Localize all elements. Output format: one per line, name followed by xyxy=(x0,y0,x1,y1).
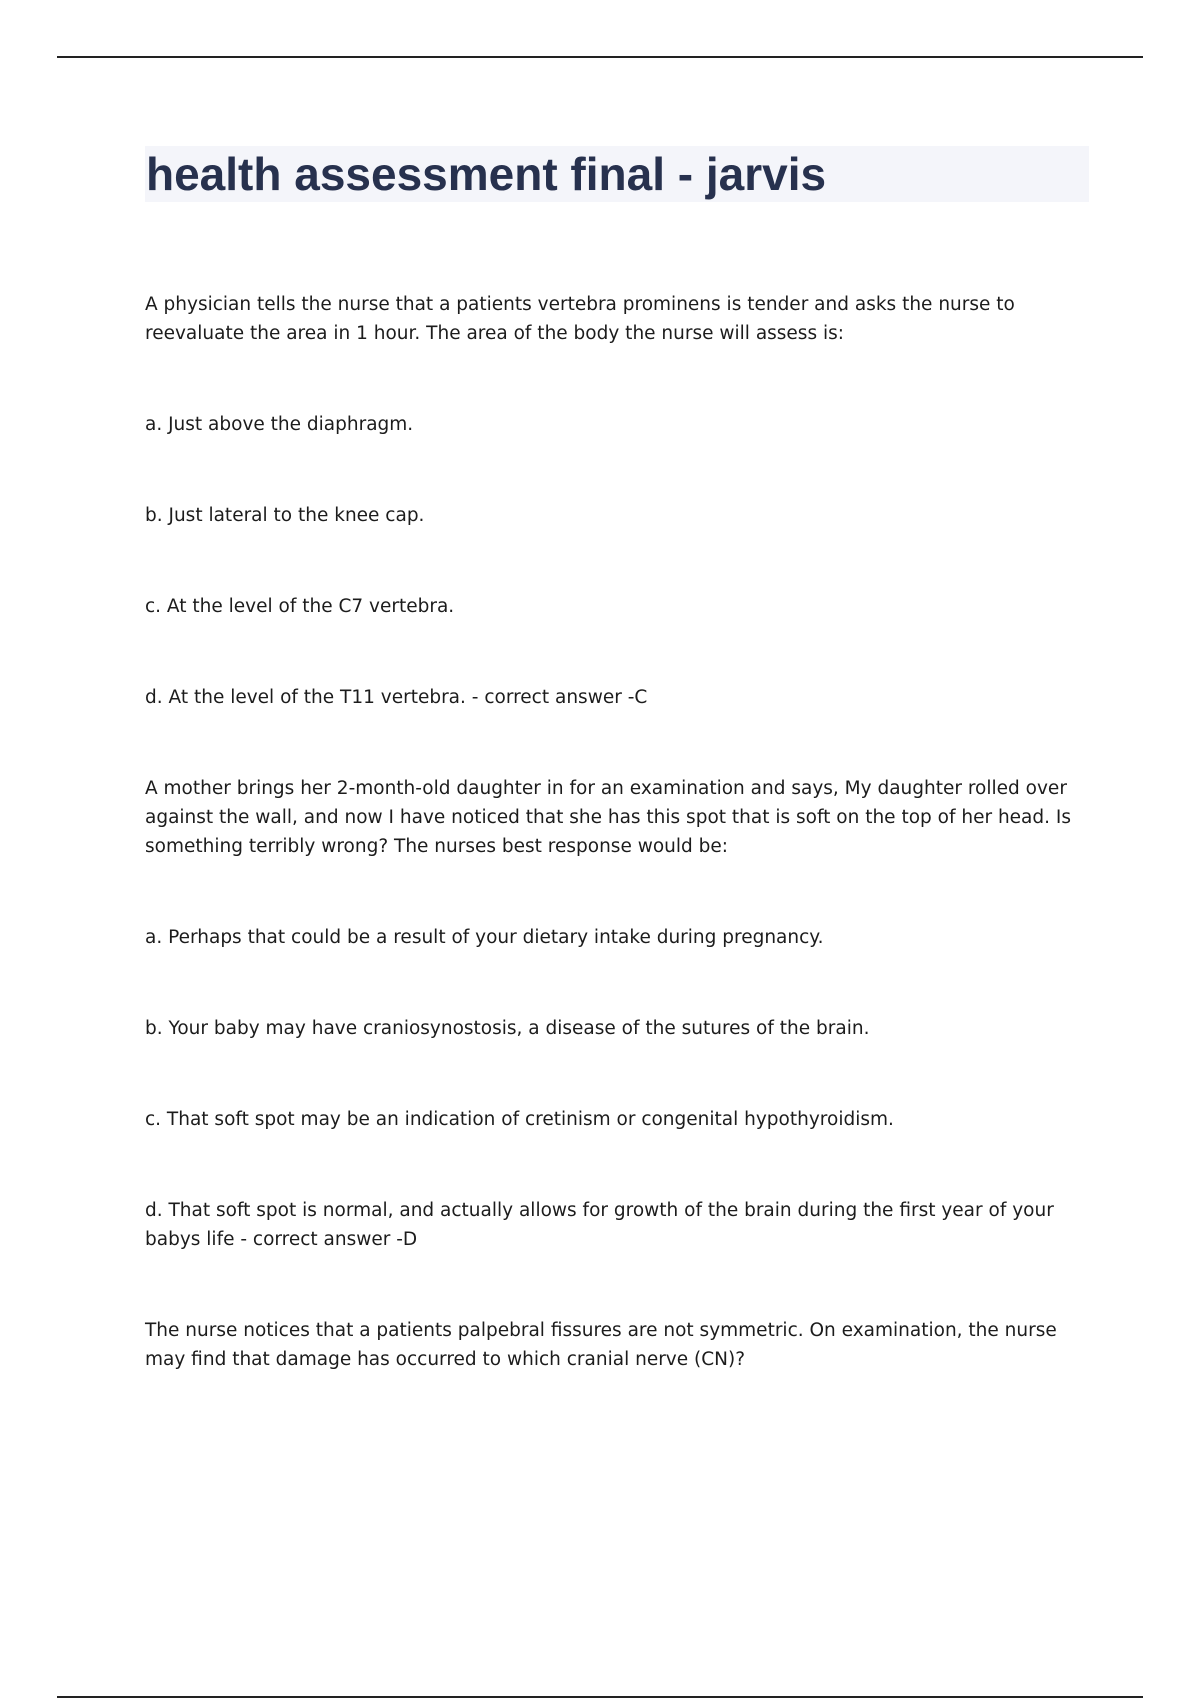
bottom-divider xyxy=(57,1696,1143,1698)
question-2-option-c: c. That soft spot may be an indication of cretinism or congenital hypothyroidism. xyxy=(145,1109,894,1130)
question-1-option-c: c. At the level of the C7 vertebra. xyxy=(145,596,455,617)
question-1-option-b: b. Just lateral to the knee cap. xyxy=(145,505,425,526)
question-2-option-a: a. Perhaps that could be a result of your dietary intake during pregnancy. xyxy=(145,927,824,948)
question-2-stem: A mother brings her 2-month-old daughter in for an examination and says, My daughter rolled over against the wall, and now I have noticed that she has this spot that is soft on the top of her head. Is something terribly wrong? The nurses best response would be: xyxy=(145,778,1071,857)
question-1-stem: A physician tells the nurse that a patients vertebra prominens is tender and asks the nurse to reevaluate the area in 1 hour. The area of the body the nurse will assess is: xyxy=(145,294,1015,344)
question-2-option-d: d. That soft spot is normal, and actually allows for growth of the brain during the first year of your babys life - correct answer -D xyxy=(145,1200,1054,1250)
question-3-stem: The nurse notices that a patients palpebral fissures are not symmetric. On examination, the nurse may find that damage has occurred to which cranial nerve (CN)? xyxy=(145,1320,1057,1370)
document-title: health assessment final - jarvis xyxy=(146,148,827,200)
document-body xyxy=(145,290,1085,1374)
question-1-option-d: d. At the level of the T11 vertebra. - correct answer -C xyxy=(145,687,648,708)
top-divider xyxy=(57,56,1143,58)
question-2-option-b: b. Your baby may have craniosynostosis, a disease of the sutures of the brain. xyxy=(145,1018,870,1039)
question-1-option-a: a. Just above the diaphragm. xyxy=(145,414,414,435)
